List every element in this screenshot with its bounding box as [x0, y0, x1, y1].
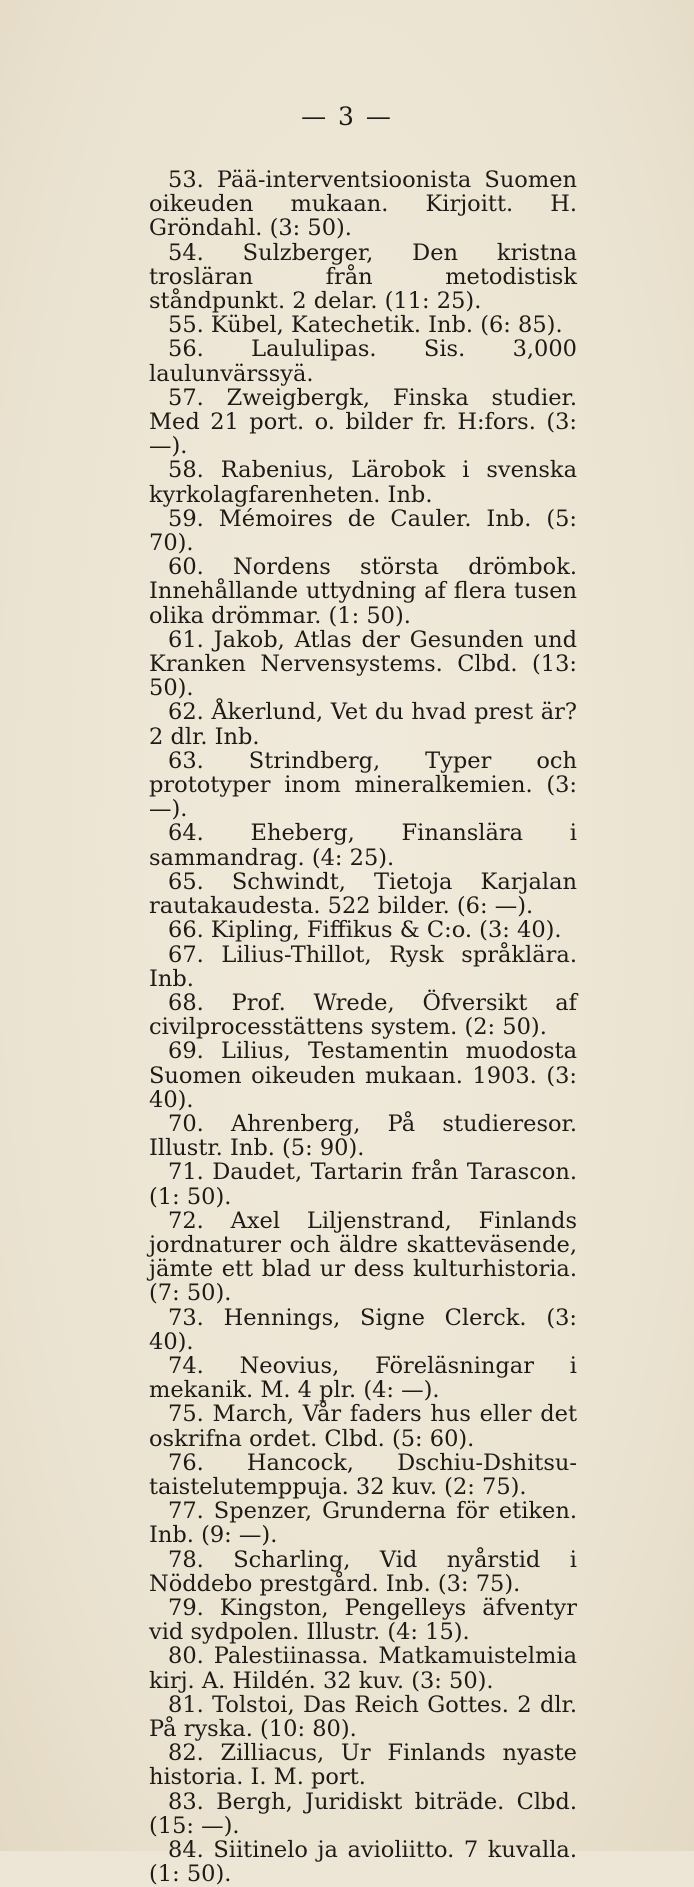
- catalog-entry-66: 66. Kipling, Fiffikus & C:o. (3: 40).: [168, 917, 562, 944]
- catalog-entry-60: 60. Nordens största drömbok. Innehållande uttydning af flera tusen olika drömmar. (1: 50).: [149, 554, 577, 629]
- catalog-entry-73: 73. Hennings, Signe Clerck. (3: 40).: [149, 1304, 577, 1355]
- catalog-entry-69: 69. Lilius, Testamentin muodosta Suomen oikeuden mukaan. 1903. (3: 40).: [149, 1038, 577, 1113]
- catalog-entry-62: 62. Åkerlund, Vet du hvad prest är? 2 dlr. Inb.: [149, 699, 577, 750]
- catalog-entry-84: 84. Siitinelo ja avioliitto. 7 kuvalla. (1: 50).: [149, 1837, 577, 1887]
- catalog-entry-72: 72. Axel Liljenstrand, Finlands jordnaturer och äldre skatteväsende, jämte ett blad ur dess kulturhistoria. (7: 50).: [149, 1207, 577, 1307]
- catalog-entry-59: 59. Mémoires de Cauler. Inb. (5: 70).: [149, 505, 577, 557]
- catalog-entry-79: 79. Kingston, Pengelleys äfventyr vid sydpolen. Illustr. (4: 15).: [149, 1594, 577, 1646]
- catalog-entry-77: 77. Spenzer, Grunderna för etiken. Inb. (9: —).: [149, 1498, 577, 1549]
- catalog-entry-64: 64. Eheberg, Finanslära i sammandrag. (4: 25).: [149, 820, 577, 871]
- catalog-entry-81: 81. Tolstoi, Das Reich Gottes. 2 dlr. På ryska. (10: 80).: [149, 1691, 577, 1742]
- catalog-entry-56: 56. Laululipas. Sis. 3,000 laulunvärssyä.: [149, 336, 577, 387]
- catalog-entry-58: 58. Rabenius, Lärobok i svenska kyrkolagfarenheten. Inb.: [149, 457, 577, 508]
- catalog-entry-83: 83. Bergh, Juridiskt biträde. Clbd. (15: —).: [149, 1788, 577, 1839]
- catalog-entry-74: 74. Neovius, Föreläsningar i mekanik. M. 4 plr. (4: —).: [149, 1352, 577, 1404]
- catalog-entry-61: 61. Jakob, Atlas der Gesunden und Kranken Nervensystems. Clbd. (13: 50).: [149, 626, 577, 702]
- catalog-entry-54: 54. Sulzberger, Den kristna trosläran från metodistisk ståndpunkt. 2 delar. (11: 25).: [149, 239, 577, 315]
- catalog-entry-53: 53. Pää-interventsioonista Suomen oikeuden mukaan. Kirjoitt. H. Gröndahl. (3: 50).: [149, 167, 577, 242]
- catalog-entry-57: 57. Zweigbergk, Finska studier. Med 21 port. o. bilder fr. H:fors. (3: —).: [149, 384, 577, 460]
- catalog-entry-78: 78. Scharling, Vid nyårstid i Nöddebo prestgård. Inb. (3: 75).: [149, 1546, 577, 1597]
- catalog-entry-63: 63. Strindberg, Typer och prototyper inom mineralkemien. (3: —).: [149, 747, 577, 823]
- catalog-entry-67: 67. Lilius-Thillot, Rysk språklära. Inb.: [149, 941, 577, 992]
- catalog-entries: [149, 168, 577, 1886]
- catalog-entry-75: 75. March, Vår faders hus eller det oskrifna ordet. Clbd. (5: 60).: [149, 1401, 577, 1452]
- catalog-entry-82: 82. Zilliacus, Ur Finlands nyaste historia. I. M. port.: [149, 1740, 577, 1791]
- page-number: — 3 —: [301, 102, 393, 131]
- catalog-entry-68: 68. Prof. Wrede, Öfversikt af civilprocesstättens system. (2: 50).: [149, 989, 577, 1041]
- catalog-entry-80: 80. Palestiinassa. Matkamuistelmia kirj. A. Hildén. 32 kuv. (3: 50).: [149, 1643, 577, 1694]
- catalog-entry-76: 76. Hancock, Dschiu-Dshitsu-taistelutemppuja. 32 kuv. (2: 75).: [149, 1449, 577, 1500]
- catalog-entry-55: 55. Kübel, Katechetik. Inb. (6: 85).: [168, 312, 563, 339]
- catalog-entry-71: 71. Daudet, Tartarin från Tarascon. (1: 50).: [149, 1159, 577, 1210]
- catalog-entry-65: 65. Schwindt, Tietoja Karjalan rautakaudesta. 522 bilder. (6: —).: [149, 868, 577, 920]
- catalog-entry-70: 70. Ahrenberg, På studieresor. Illustr. Inb. (5: 90).: [149, 1110, 577, 1162]
